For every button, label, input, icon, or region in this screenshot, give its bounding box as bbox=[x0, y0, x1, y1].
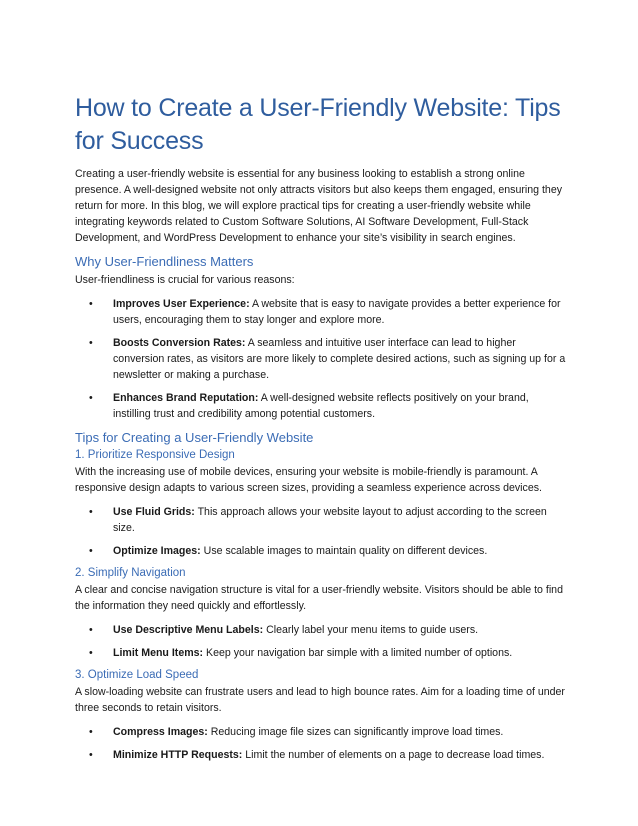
item-text: A well-designed website reflects positively on your brand, instilling trust and credibility among potential customers. bbox=[113, 392, 529, 420]
item-term: Improves User Experience: bbox=[113, 298, 250, 310]
tip-heading: 1. Prioritize Responsive Design bbox=[75, 449, 235, 461]
item-term: Limit Menu Items: bbox=[113, 647, 204, 659]
why-heading: Why User-Friendliness Matters bbox=[75, 254, 254, 269]
why-list bbox=[75, 296, 568, 422]
intro-paragraph: Creating a user-friendly website is essential for any business looking to establish a strong online presence. A well-designed website not only attracts visitors but also keeps them engaged, ensuring they return for more. In this blog, we will explore practical tips for creating a user-friendly website while integrating keywords related to Custom Software Solutions, AI Software Development, Full-Stack Development, and WordPress Development to enhance your site’s visibility in search engines. bbox=[75, 168, 563, 244]
tip-heading: 2. Simplify Navigation bbox=[75, 567, 186, 579]
bullet-icon: • bbox=[89, 506, 93, 518]
bullet-icon: • bbox=[89, 337, 93, 349]
item-text: Reducing image file sizes can significantly improve load times. bbox=[207, 726, 504, 738]
list-item bbox=[75, 504, 568, 536]
item-text: Limit the number of elements on a page to decrease load times. bbox=[242, 749, 545, 761]
tips-heading: Tips for Creating a User-Friendly Website bbox=[75, 430, 314, 445]
bullet-icon: • bbox=[89, 298, 93, 310]
item-term: Minimize HTTP Requests: bbox=[113, 749, 243, 761]
list-item bbox=[75, 724, 568, 740]
page-title: How to Create a User-Friendly Website: Tips for Success bbox=[75, 94, 561, 155]
list-item bbox=[75, 335, 568, 383]
item-text: This approach allows your website layout to adjust according to the screen size. bbox=[113, 506, 547, 534]
bullet-icon: • bbox=[89, 545, 93, 557]
item-term: Enhances Brand Reputation: bbox=[113, 392, 259, 404]
list-item bbox=[75, 543, 568, 559]
tip-heading: 3. Optimize Load Speed bbox=[75, 669, 199, 681]
item-text: Use scalable images to maintain quality on different devices. bbox=[200, 545, 488, 557]
item-term: Boosts Conversion Rates: bbox=[113, 337, 246, 349]
bullet-icon: • bbox=[89, 726, 93, 738]
item-term: Optimize Images: bbox=[113, 545, 201, 557]
bullet-icon: • bbox=[89, 749, 93, 761]
item-text: A website that is easy to navigate provides a better experience for users, encouraging them to stay longer and explore more. bbox=[113, 298, 561, 326]
tip-body: A slow-loading website can frustrate users and lead to high bounce rates. Aim for a loading time of under three seconds to retain visitors. bbox=[75, 686, 565, 714]
tip-body: A clear and concise navigation structure is vital for a user-friendly website. Visitors should be able to find the information they need quickly and effortlessly. bbox=[75, 584, 563, 612]
item-text: Keep your navigation bar simple with a limited number of options. bbox=[203, 647, 513, 659]
item-term: Use Descriptive Menu Labels: bbox=[113, 624, 264, 636]
tip-section-1 bbox=[75, 448, 568, 559]
list-item bbox=[75, 622, 568, 638]
tip-section-3 bbox=[75, 668, 568, 763]
tip-list bbox=[75, 724, 568, 763]
item-text: A seamless and intuitive user interface can lead to higher conversion rates, as visitors are more likely to complete desired actions, such as signing up for a newsletter or making a purchase. bbox=[113, 337, 566, 381]
tip-section-2 bbox=[75, 566, 568, 661]
list-item bbox=[75, 747, 568, 763]
bullet-icon: • bbox=[89, 392, 93, 404]
tip-list bbox=[75, 504, 568, 559]
tip-list bbox=[75, 622, 568, 661]
tips-section bbox=[75, 429, 568, 763]
list-item bbox=[75, 645, 568, 661]
bullet-icon: • bbox=[89, 647, 93, 659]
bullet-icon: • bbox=[89, 624, 93, 636]
why-section bbox=[75, 253, 568, 422]
tip-body: With the increasing use of mobile devices, ensuring your website is mobile-friendly is paramount. A responsive design adapts to various screen sizes, providing a seamless experience across devices. bbox=[75, 466, 542, 494]
why-lead: User-friendliness is crucial for various reasons: bbox=[75, 274, 295, 286]
list-item bbox=[75, 390, 568, 422]
item-term: Use Fluid Grids: bbox=[113, 506, 195, 518]
item-term: Compress Images: bbox=[113, 726, 208, 738]
item-text: Clearly label your menu items to guide users. bbox=[263, 624, 479, 636]
list-item bbox=[75, 296, 568, 328]
